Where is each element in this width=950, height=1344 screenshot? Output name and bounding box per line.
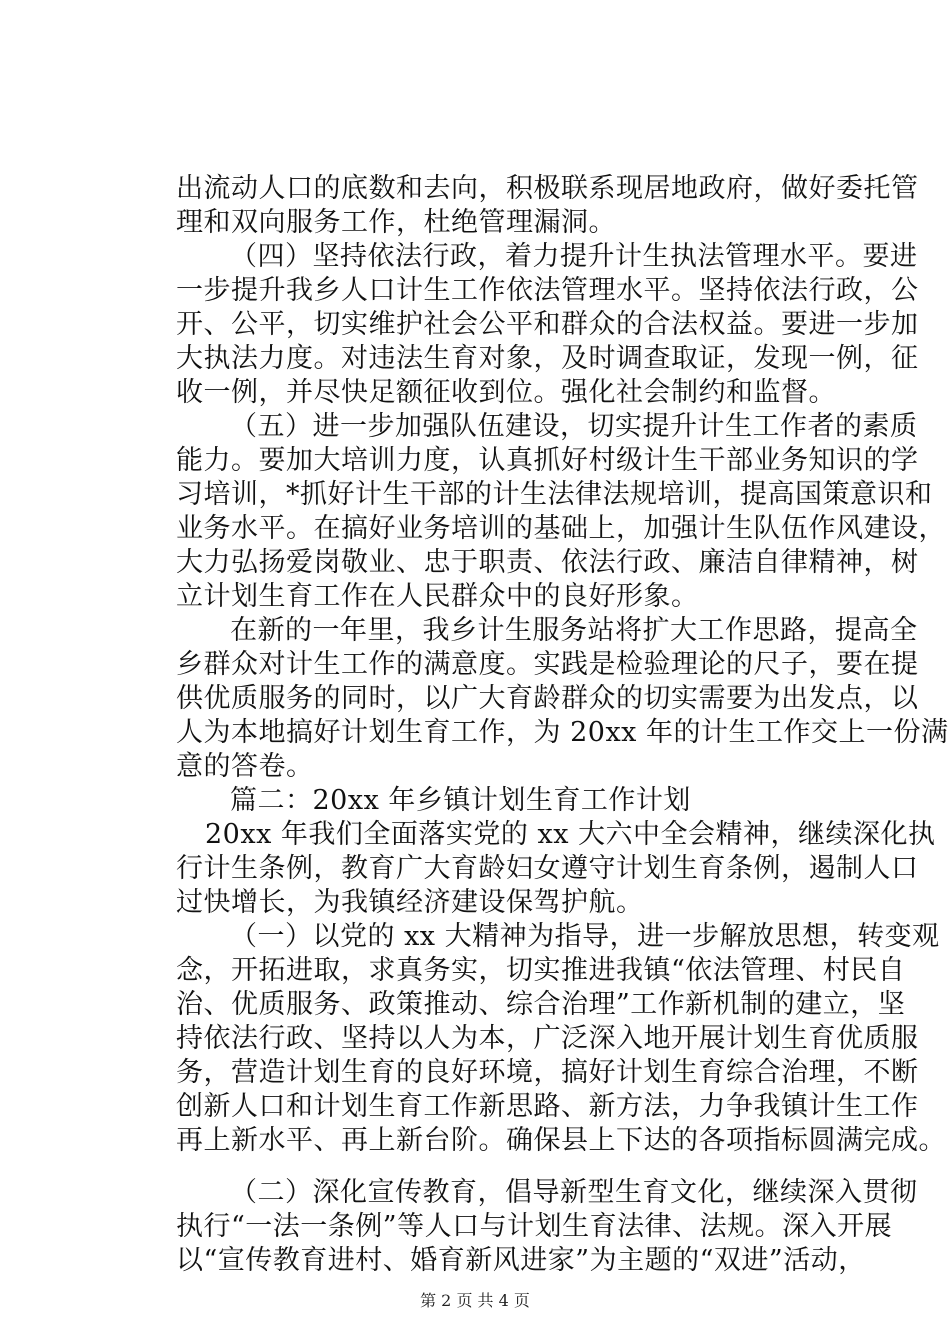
text-line: 开、公平，切实维护社会公平和群众的合法权益。要进一步加 xyxy=(176,309,919,340)
text-line: 念，开拓进取，求真务实，切实推进我镇“依法管理、村民自 xyxy=(176,955,906,986)
page-number: 第 2 页 共 4 页 xyxy=(420,1291,530,1310)
text-line: 在新的一年里，我乡计生服务站将扩大工作思路，提高全 xyxy=(230,615,918,646)
text-line: 大执法力度。对违法生育对象，及时调查取证，发现一例，征 xyxy=(176,343,919,374)
text-line: 习培训，*抓好计生干部的计生法律法规培训，提高国策意识和 xyxy=(176,479,933,510)
text-line: （二）深化宣传教育，倡导新型生育文化，继续深入贯彻 xyxy=(230,1177,918,1208)
text-line: 以“宣传教育进村、婚育新风进家”为主题的“双进”活动， xyxy=(176,1245,866,1276)
text-line: 行计生条例，教育广大育龄妇女遵守计划生育条例，遏制人口 xyxy=(176,853,919,884)
text-line: 收一例，并尽快足额征收到位。强化社会制约和监督。 xyxy=(176,377,836,408)
section-heading: 篇二：20xx 年乡镇计划生育工作计划 xyxy=(230,785,691,816)
text-line: 过快增长，为我镇经济建设保驾护航。 xyxy=(176,887,644,918)
text-line: 再上新水平、再上新台阶。确保县上下达的各项指标圆满完成。 xyxy=(176,1125,946,1156)
text-line: 执行“一法一条例”等人口与计划生育法律、法规。深入开展 xyxy=(176,1211,893,1242)
text-line: 一步提升我乡人口计生工作依法管理水平。坚持依法行政，公 xyxy=(176,275,919,306)
text-line: 能力。要加大培训力度，认真抓好村级计生干部业务知识的学 xyxy=(176,445,919,476)
text-line: 意的答卷。 xyxy=(176,751,314,782)
text-line: 治、优质服务、政策推动、综合治理”工作新机制的建立，坚 xyxy=(176,989,906,1020)
text-line: 供优质服务的同时，以广大育龄群众的切实需要为出发点，以 xyxy=(176,683,919,714)
text-line: 乡群众对计生工作的满意度。实践是检验理论的尺子，要在提 xyxy=(176,649,919,680)
text-line: 业务水平。在搞好业务培训的基础上，加强计生队伍作风建设， xyxy=(176,513,946,544)
text-line: （一）以党的 xx 大精神为指导，进一步解放思想，转变观 xyxy=(230,921,940,952)
text-line: 立计划生育工作在人民群众中的良好形象。 xyxy=(176,581,699,612)
text-line: 人为本地搞好计划生育工作，为 20xx 年的计生工作交上一份满 xyxy=(176,717,949,748)
text-line: 创新人口和计划生育工作新思路、新方法，力争我镇计生工作 xyxy=(176,1091,919,1122)
text-line: 务，营造计划生育的良好环境，搞好计划生育综合治理，不断 xyxy=(176,1057,919,1088)
text-line: 20xx 年我们全面落实党的 xx 大六中全会精神，继续深化执 xyxy=(205,819,936,850)
text-line: 理和双向服务工作，杜绝管理漏洞。 xyxy=(176,207,616,238)
text-line: 持依法行政、坚持以人为本，广泛深入地开展计划生育优质服 xyxy=(176,1023,919,1054)
text-line: （四）坚持依法行政，着力提升计生执法管理水平。要进 xyxy=(230,241,918,272)
text-line: （五）进一步加强队伍建设，切实提升计生工作者的素质 xyxy=(230,411,918,442)
text-line: 大力弘扬爱岗敬业、忠于职责、依法行政、廉洁自律精神，树 xyxy=(176,547,919,578)
text-line: 出流动人口的底数和去向，积极联系现居地政府，做好委托管 xyxy=(176,173,919,204)
